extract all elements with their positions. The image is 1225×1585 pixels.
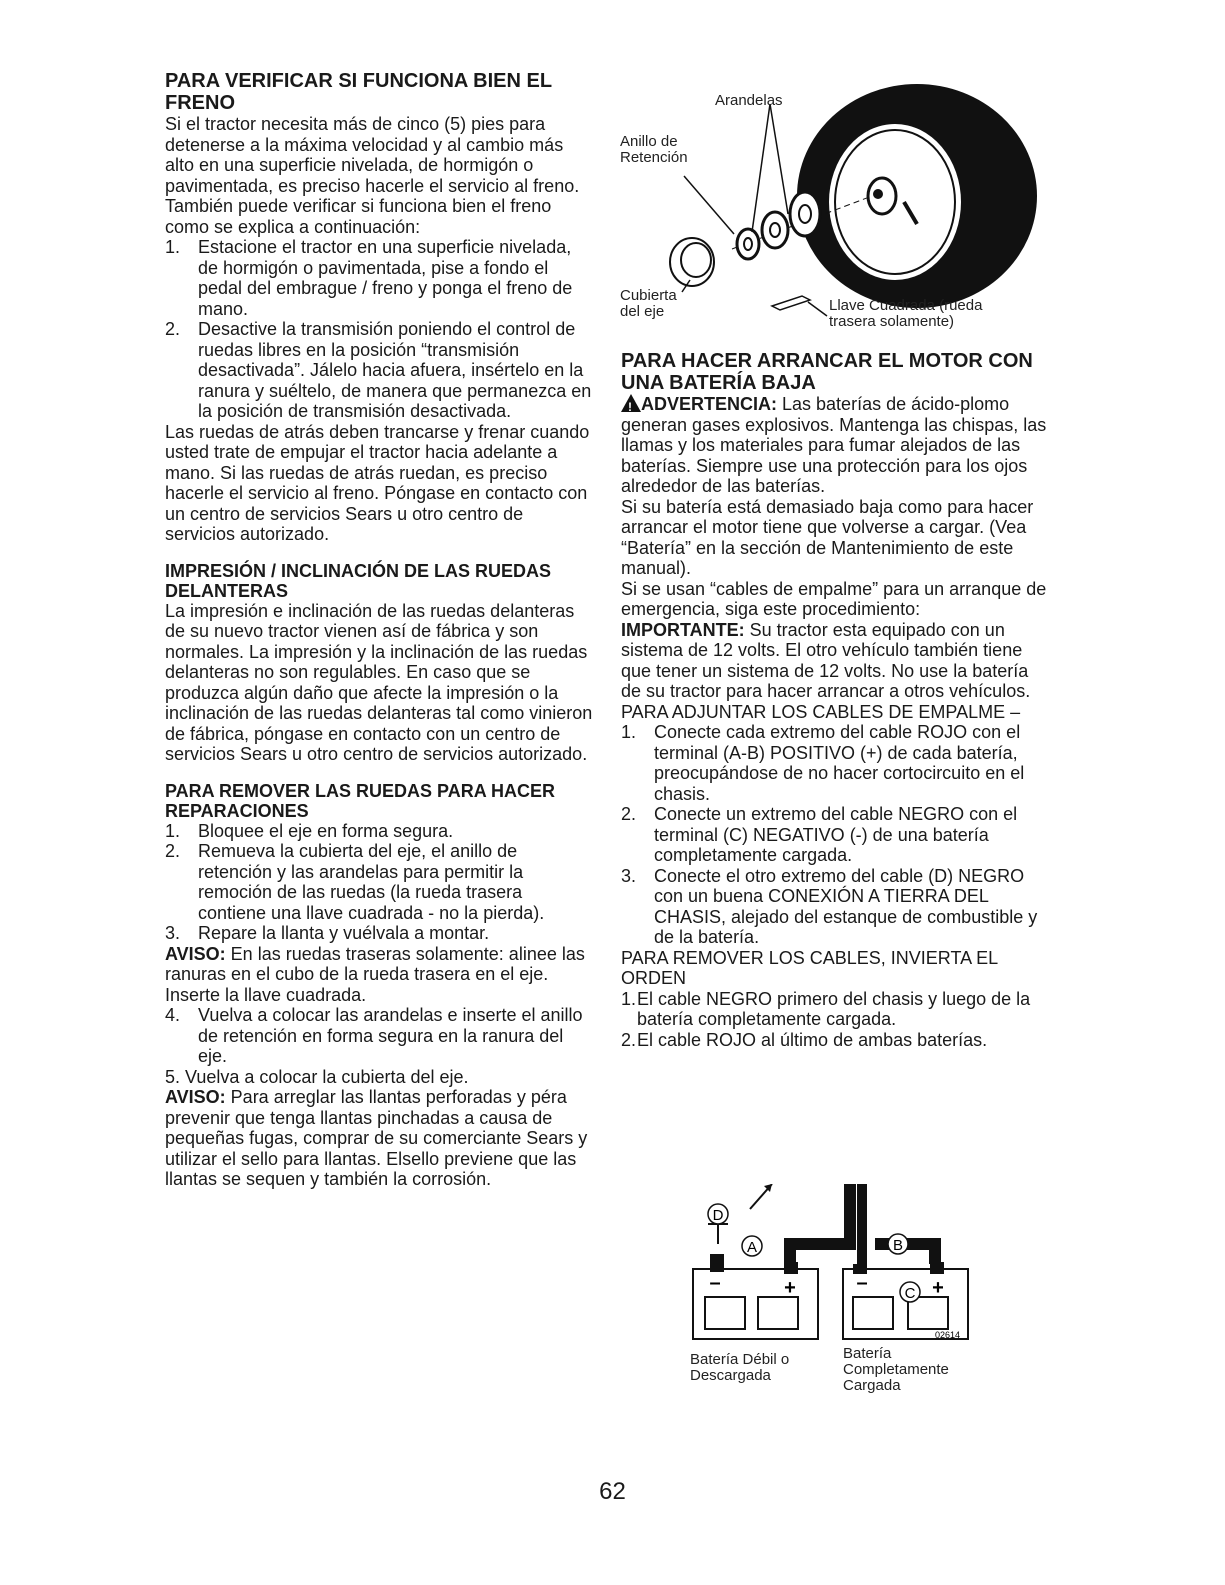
battery-figure: [690, 1184, 990, 1404]
left-column: [165, 66, 595, 1190]
remove-heading: PARA REMOVER LOS CABLES, INVIERTA EL ORDEN: [621, 947, 998, 988]
aviso-2: AVISO: Para arreglar las llantas perforadas y péra prevenir que tenga llantas pinchadas a causa de pequeñas fugas, comprar de su comerciante Sears y utilizar el sello para llantas. Elsello previene que las llantas se sequen y también la corrosión.: [165, 1087, 588, 1189]
list-item: 2. Desactive la transmisión poniendo el control de ruedas libres en la posición “transmisión desactivada”. Jálelo hacia afuera, insértelo en la ranura y suéltelo, de manera que permanezca en la posición de transmisión desactivada.: [165, 319, 592, 421]
page-number: 62: [599, 1478, 626, 1505]
important-paragraph: IMPORTANTE: Su tractor esta equipado con un sistema de 12 volts. El otro vehículo también tiene que tener un sistema de 12 volts. No use la batería de su tractor para hacer arrancar a otros vehículos.: [621, 619, 1031, 701]
jump-cable-diagram: [690, 1184, 990, 1354]
brake-paragraph-2: También puede verificar si funciona bien el freno como se explica a continuación:: [165, 196, 552, 237]
step-5: 5. Vuelva a colocar la cubierta del eje.: [165, 1066, 469, 1087]
list-item: 2. Remueva la cubierta del eje, el anillo de retención y las arandelas para permitir la remoción de las ruedas (la rueda trasera contiene una llave cuadrada - no la pierda).: [165, 841, 545, 923]
brake-paragraph-1: Si el tractor necesita más de cinco (5) pies para detenerse a la máxima velocidad y al cambio más alto en una superficie nivelada, de hormigón o pavimentada, es preciso hacerle el servicio al freno.: [165, 114, 580, 196]
warning-paragraph: ! ADVERTENCIA: Las baterías de ácido-plomo generan gases explosivos. Mantenga las chispas, las llamas y los materiales para fumar alejados de las baterías. Siempre use una protección para los ojos alrededor de las baterías.: [621, 394, 1047, 496]
wheels-steps-continued: [165, 1005, 595, 1067]
svg-text:+: +: [784, 1277, 796, 1299]
svg-text:+: +: [932, 1277, 944, 1299]
svg-text:–: –: [856, 1272, 868, 1294]
label-d: D: [712, 1207, 724, 1224]
list-item: 3. Conecte el otro extremo del cable (D) NEGRO con un buena CONEXIÓN A TIERRA DEL CHASIS, alejado del estanque de combustible y de la batería.: [621, 865, 1038, 947]
right-column: [621, 346, 1051, 1050]
remove-steps: [621, 989, 1051, 1051]
wheels-heading: PARA REMOVER LAS RUEDAS PARA HACER REPARACIONES: [165, 780, 556, 821]
list-item: 3. Repare la llanta y vuélvala a montar.: [165, 923, 490, 943]
battery-heading: PARA HACER ARRANCAR EL MOTOR CON UNA BATERÍA BAJA: [621, 350, 1033, 394]
camber-paragraph: La impresión e inclinación de las ruedas delanteras de su nuevo tractor vienen así de fábrica y son normales. La impresión y la inclinación de las ruedas delanteras no son regulables. En caso que se produzca algún daño que afecte la impresión o la inclinación de las ruedas delanteras tal como vinieron de fábrica, póngase en contacto con un centro de servicios Sears u otro centro de servicios autorizado.: [165, 600, 593, 764]
wheel-figure: [612, 84, 1052, 334]
brake-paragraph-3: Las ruedas de atrás deben trancarse y frenar cuando usted trate de empujar el tractor hacia adelante a mano. Si las ruedas de atrás ruedan, es preciso hacerle el servicio al freno. Póngase en contacto con un centro de servicios Sears u otro centro de servicios autorizado.: [165, 421, 590, 544]
camber-heading: IMPRESIÓN / INCLINACIÓN DE LAS RUEDAS DELANTERAS: [165, 560, 552, 601]
list-item: 2. Conecte un extremo del cable NEGRO con el terminal (C) NEGATIVO (-) de una batería completamente cargada.: [621, 804, 1018, 865]
aviso-1: AVISO: En las ruedas traseras solamente: alinee las ranuras en el cubo de la rueda trasera en el eje. Inserte la llave cuadrada.: [165, 943, 585, 1005]
label-a: A: [746, 1239, 758, 1256]
attach-heading: PARA ADJUNTAR LOS CABLES DE EMPALME –: [621, 701, 1021, 722]
list-item: 1. Conecte cada extremo del cable ROJO con el terminal (A-B) POSITIVO (+) de cada batería, preocupándose de no hacer cortocircuito en el chasis.: [621, 722, 1025, 804]
list-item: 2. El cable ROJO al último de ambas baterías.: [621, 1029, 988, 1050]
label-b: B: [892, 1237, 904, 1254]
brake-steps: [165, 237, 595, 422]
list-item: 1. El cable NEGRO primero del chasis y luego de la batería completamente cargada.: [621, 988, 1031, 1029]
svg-text:–: –: [709, 1272, 721, 1294]
battery-paragraph-2: Si se usan “cables de empalme” para un arranque de emergencia, siga este procedimiento:: [621, 578, 1047, 619]
figure-code: 02614: [934, 1330, 960, 1340]
wheels-steps: [165, 821, 595, 944]
battery-paragraph-1: Si su batería está demasiado baja como para hacer arrancar el motor tiene que volverse a cargar. (Vea “Batería” en la sección de Mantenimiento de este manual).: [621, 496, 1034, 578]
attach-steps: [621, 722, 1051, 948]
arandelas-label: Arandelas: [715, 92, 783, 109]
cubierta-label: Cubierta del eje: [620, 287, 677, 320]
brake-heading: PARA VERIFICAR SI FUNCIONA BIEN EL FRENO: [165, 70, 552, 114]
anillo-label: Anillo de Retención: [620, 133, 688, 166]
label-c: C: [904, 1285, 916, 1302]
llave-label: Llave Cuadrada (rueda trasera solamente): [829, 297, 983, 330]
list-item: 4. Vuelva a colocar las arandelas e inserte el anillo de retención en forma segura en la ranura del eje.: [165, 1005, 583, 1066]
weak-battery-label: Batería Débil o Descargada: [690, 1351, 790, 1384]
warning-icon: !: [621, 394, 641, 412]
list-item: 1. Bloquee el eje en forma segura.: [165, 820, 454, 841]
full-battery-label: Batería Completamente Cargada: [843, 1345, 949, 1394]
list-item: 1. Estacione el tractor en una superficie nivelada, de hormigón o pavimentada, pise a fondo el pedal del embrague / freno y ponga el freno de mano.: [165, 237, 573, 319]
